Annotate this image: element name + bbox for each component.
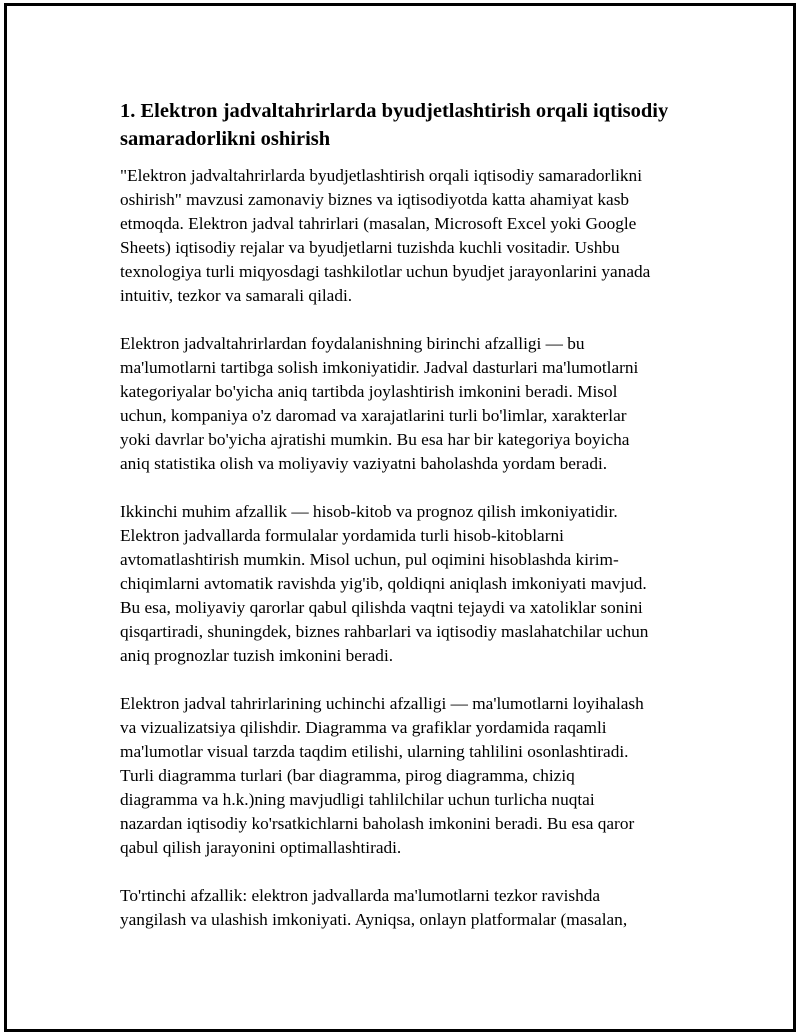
heading-line: 1. Elektron jadvaltahrirlarda byudjetlashtirish orqali iqtisodiy [120, 100, 669, 122]
text-line: Bu esa, moliyaviy qarorlar qabul qilishda vaqtni tejaydi va xatoliklar sonini [120, 598, 643, 617]
text-line: aniq prognozlar tuzish imkonini beradi. [120, 646, 394, 665]
text-line: Elektron jadvaltahrirlardan foydalanishning birinchi afzalligi — bu [120, 334, 585, 353]
text-line: yangilash va ulashish imkoniyati. Ayniqsa, onlayn platformalar (masalan, [120, 910, 628, 929]
text-line: texnologiya turli miqyosdagi tashkilotlar uchun byudjet jarayonlarini yanada [120, 262, 651, 281]
paragraph-second-advantage [120, 500, 690, 668]
text-line: Sheets) iqtisodiy rejalar va byudjetlarni tuzishda kuchli vositadir. Ushbu [120, 238, 620, 257]
text-line: avtomatlashtirish mumkin. Misol uchun, pul oqimini hisoblashda kirim- [120, 550, 619, 569]
text-line: "Elektron jadvaltahrirlarda byudjetlashtirish orqali iqtisodiy samaradorlikni [120, 166, 642, 185]
paragraph-intro [120, 164, 690, 308]
text-line: uchun, kompaniya o'z daromad va xarajatlarini turli bo'limlar, xarakterlar [120, 406, 627, 425]
text-line: qabul qilish jarayonini optimallashtiradi. [120, 838, 402, 857]
text-line: ma'lumotlar visual tarzda taqdim etilishi, ularning tahlilini osonlashtiradi. [120, 742, 629, 761]
text-line: nazardan iqtisodiy ko'rsatkichlarni baholash imkonini beradi. Bu esa qaror [120, 814, 635, 833]
text-line: intuitiv, tezkor va samarali qiladi. [120, 286, 353, 305]
text-line: Elektron jadval tahrirlarining uchinchi afzalligi — ma'lumotlarni loyihalash [120, 694, 644, 713]
text-line: ma'lumotlarni tartibga solish imkoniyatidir. Jadval dasturlari ma'lumotlarni [120, 358, 639, 377]
paragraph-third-advantage [120, 692, 690, 860]
text-line: aniq statistika olish va moliyaviy vaziyatni baholashda yordam beradi. [120, 454, 608, 473]
paragraph-first-advantage [120, 332, 690, 476]
text-line: diagramma va h.k.)ning mavjudligi tahlilchilar uchun turlicha nuqtai [120, 790, 595, 809]
text-line: Ikkinchi muhim afzallik — hisob-kitob va prognoz qilish imkoniyatidir. [120, 502, 618, 521]
text-line: etmoqda. Elektron jadval tahrirlari (masalan, Microsoft Excel yoki Google [120, 214, 637, 233]
section-heading [120, 97, 690, 153]
text-line: va vizualizatsiya qilishdir. Diagramma va grafiklar yordamida raqamli [120, 718, 607, 737]
heading-line: samaradorlikni oshirish [120, 128, 331, 150]
document-page [4, 3, 796, 1032]
text-line: qisqartiradi, shuningdek, biznes rahbarlari va iqtisodiy maslahatchilar uchun [120, 622, 649, 641]
text-line: Elektron jadvallarda formulalar yordamida turli hisob-kitoblarni [120, 526, 564, 545]
document-content [120, 97, 690, 956]
paragraph-fourth-advantage [120, 884, 690, 932]
text-line: kategoriyalar bo'yicha aniq tartibda joylashtirish imkonini beradi. Misol [120, 382, 618, 401]
text-line: chiqimlarni avtomatik ravishda yig'ib, qoldiqni aniqlash imkoniyati mavjud. [120, 574, 647, 593]
text-line: oshirish" mavzusi zamonaviy biznes va iqtisodiyotda katta ahamiyat kasb [120, 190, 630, 209]
text-line: To'rtinchi afzallik: elektron jadvallarda ma'lumotlarni tezkor ravishda [120, 886, 601, 905]
text-line: Turli diagramma turlari (bar diagramma, pirog diagramma, chiziq [120, 766, 575, 785]
text-line: yoki davrlar bo'yicha ajratishi mumkin. Bu esa har bir kategoriya boyicha [120, 430, 630, 449]
